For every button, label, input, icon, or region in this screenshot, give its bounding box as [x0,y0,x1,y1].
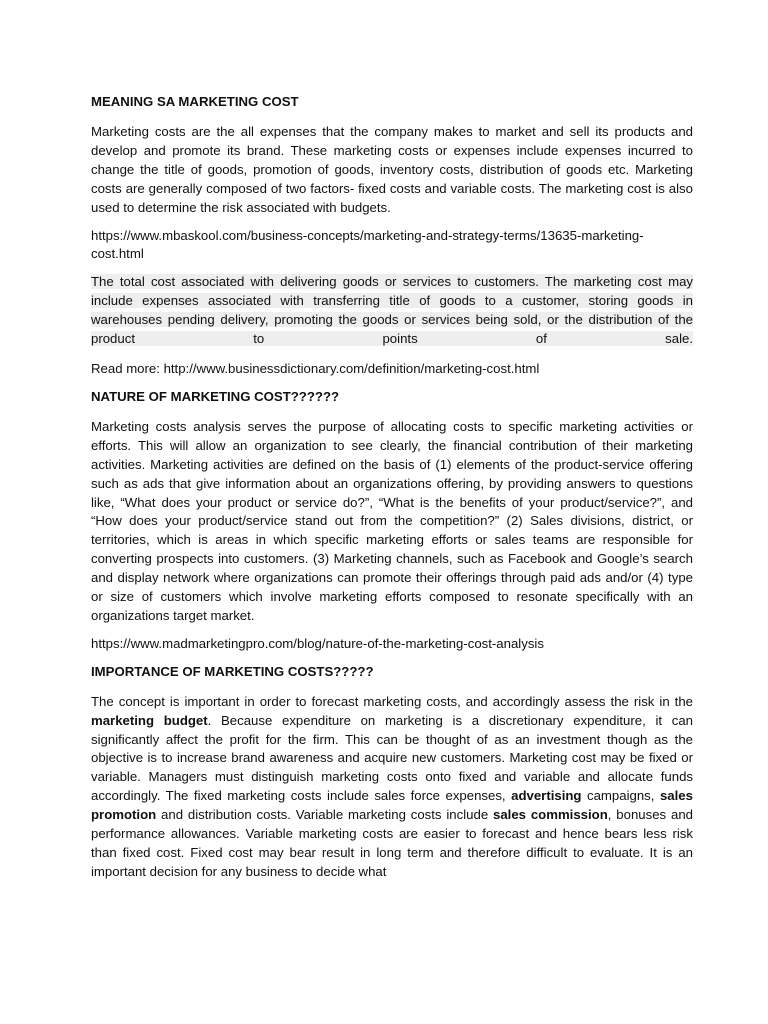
importance-text-1: The concept is important in order to forecast marketing costs, and accordingly assess the risk in the [91,693,693,709]
importance-text-2: . Because expenditure on marketing is a discretionary expenditure, it can significantly affect the profit for the firm. This can be thought of as an investment though as the objective is to increase brand awareness and acquire new customers. Marketing cost may be fixed or variable. Managers must distinguish marketing costs onto fixed and variable and allocate funds accordingly. The fixed marketing costs include sales force expenses, [91,712,693,804]
nature-paragraph: Marketing costs analysis serves the purpose of allocating costs to specific marketing activities or efforts. This will allow an organization to see clearly, the financial contribution of their marketing activities. Marketing activities are defined on the basis of (1) elements of the product-service offering such as ads that give information about an organizations offering, by providing answers to questions like, “What does your product or service do?”, “What is the benefits of your product/service?”, and “How does your product/service stand out from the competition?” (2) Sales divisions, district, or territories, which is areas in which specific marketing efforts or sales teams are responsible for converting prospects into customers. (3) Marketing channels, such as Facebook and Google’s search and display network where organizations can promote their offerings through paid ads and/or (4) type or size of customers which involve marketing efforts composed to resonate specifically with an organizations target market. [91,418,693,623]
read-more-link[interactable]: Read more: http://www.businessdictionary.com/definition/marketing-cost.html [91,360,540,376]
section-title-nature: NATURE OF MARKETING COST?????? [91,388,340,404]
meaning-paragraph: Marketing costs are the all expenses that the company makes to market and sell its products and develop and promote its brand. These marketing costs or expenses include expenses incurred to change the title of goods, promotion of goods, inventory costs, distribution of goods etc. Marketing costs are generally composed of two factors- fixed costs and variable costs. The marketing cost is also used to determine the risk associated with budgets. [91,124,693,215]
section-title-importance: IMPORTANCE OF MARKETING COSTS????? [91,663,374,679]
importance-text-5: , bonuses and performance allowances. Variable marketing costs are easier to forecast and hence bears less risk than fixed cost. Fixed cost may bear result in long term and therefore difficult to evaluate. It is an important decision for any business to decide what [91,807,693,879]
madmarketingpro-source-link[interactable]: https://www.madmarketingpro.com/blog/nature-of-the-marketing-cost-analysis [91,635,544,651]
section-title-meaning: MEANING SA MARKETING COST [91,94,299,109]
importance-paragraph [91,693,693,882]
sales-commission-term: sales commission [493,807,608,823]
marketing-budget-term: marketing budget [91,712,208,728]
definition-quote [91,273,693,349]
mbaskool-source-link[interactable]: https://www.mbaskool.com/business-concepts/marketing-and-strategy-terms/13635-marketing-cost.html [91,227,644,262]
importance-text-3: campaigns, [581,788,660,804]
document-page [91,93,693,891]
sales-promotion-term: sales promotion [91,788,693,823]
importance-text-4: and distribution costs. Variable marketing costs include [156,807,493,823]
definition-quote-text: The total cost associated with delivering goods or services to customers. The marketing cost may include expenses associated with transferring title of goods to a customer, storing goods in warehouses pending delivery, promoting the goods or services being sold, or the distribution of the product to points of sale. [91,274,693,347]
advertising-term: advertising [511,788,582,804]
